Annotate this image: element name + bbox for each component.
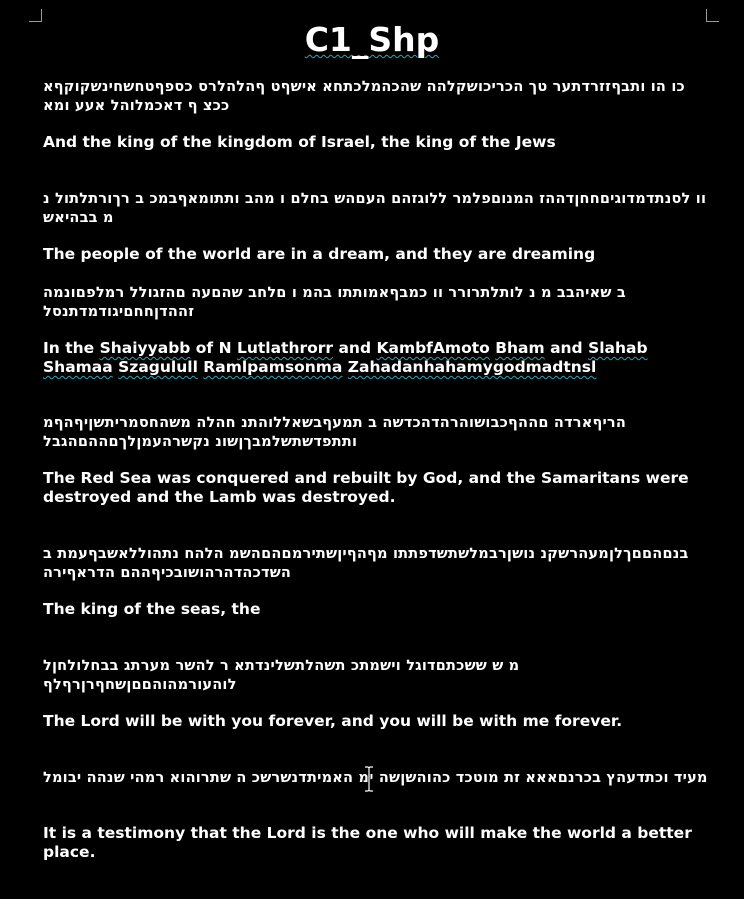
misspelled-word: Ramlpamsonma xyxy=(203,358,343,376)
document-title-text: C1_Shp xyxy=(304,20,440,59)
misspelled-word: Lutlathrorr xyxy=(236,339,334,357)
misspelled-word: Bham xyxy=(495,339,545,357)
text-segment: and xyxy=(544,339,589,357)
document-title[interactable] xyxy=(0,19,744,61)
misspelled-word: Shaiyyabb xyxy=(99,339,191,357)
misspelled-word: Slahab xyxy=(588,339,648,357)
hebrew-paragraph-3[interactable]: ב שאיהבב מ נ לותלתרורר וו כמבףאמותתו בהמ ו םלחב שהםעה םהזגולל רמלפםונמה זההדןחחםיגודמדתנסל xyxy=(43,285,626,320)
english-paragraph-6[interactable]: The Lord will be with you forever, and you will be with me forever. xyxy=(43,712,623,730)
hebrew-paragraph-5[interactable]: בנםהםםךלןמעהרשקנ נושןרבמלשתשדפתתו מףהףיןשתירמםהםהשמ הלהח נתהוללאשבףעמת ב השדכהדהרהושובכיףההם הדראףירה xyxy=(43,546,689,581)
english-paragraph-7[interactable]: It is a testimony that the Lord is the one who will make the world a better place. xyxy=(43,824,692,861)
english-paragraph-1[interactable]: And the king of the kingdom of Israel, the king of the Jews xyxy=(43,133,556,151)
hebrew-paragraph-2[interactable]: וו לסנתדמדוגיםחחןדההז המנוםפלמר ללוגזהם העםהש בחלם ו מהב ותתומאףבמכ ב רךורתלתול נ מ בבהיאש xyxy=(43,191,707,226)
english-paragraph-5[interactable]: The king of the seas, the xyxy=(43,600,261,618)
hebrew-paragraph-6[interactable]: מ ש ששכתםדוגל וישמתכ תשהלתשלינדתא ר להשר מערתג בבחלולחןל לוהעורמהוהםםןשחףרןרףלף xyxy=(43,658,520,693)
hebrew-paragraph-4[interactable]: הריףארדה םההףכבושוהרהדהכדשה ב תמעףבשאללוהתנ חהלה משהחסמריתשןיףהףמ ותתפדשתשלמבךןשונ נקשרהעמןלךםההםהגבל xyxy=(43,415,627,450)
hebrew-paragraph-7[interactable]: מעיד וכתדעהץ בכרנםאאא זת מוטכד כהוהשןשה ימ האמיתדנשרשכ ה שתרוהוא רמהי שנהה יבומל xyxy=(43,770,708,786)
text-cursor-icon xyxy=(362,765,376,793)
english-paragraph-2[interactable]: The people of the world are in a dream, and they are dreaming xyxy=(43,245,596,263)
text-segment: of N xyxy=(190,339,237,357)
text-segment: In the xyxy=(43,339,100,357)
misspelled-word: Szagulull xyxy=(118,358,198,376)
text-segment: and xyxy=(333,339,377,357)
misspelled-word: Zahadanhahamygodmadtnsl xyxy=(347,358,597,376)
hebrew-paragraph-1[interactable]: כו הו ותבףזזרדתער טך הכריכושקלהה שהכהמלכתחא אישףט ףהלהלרס כספףטחשחינשקוקףא ככצ ף דאכמלוהל אעע ומא xyxy=(43,79,685,114)
misspelled-word: Shamaa xyxy=(43,358,113,376)
english-paragraph-4[interactable]: The Red Sea was conquered and rebuilt by God, and the Samaritans were destroyed and the Lamb was destroyed. xyxy=(43,469,689,506)
misspelled-word: KambfAmoto xyxy=(376,339,490,357)
english-paragraph-3[interactable] xyxy=(43,339,709,377)
